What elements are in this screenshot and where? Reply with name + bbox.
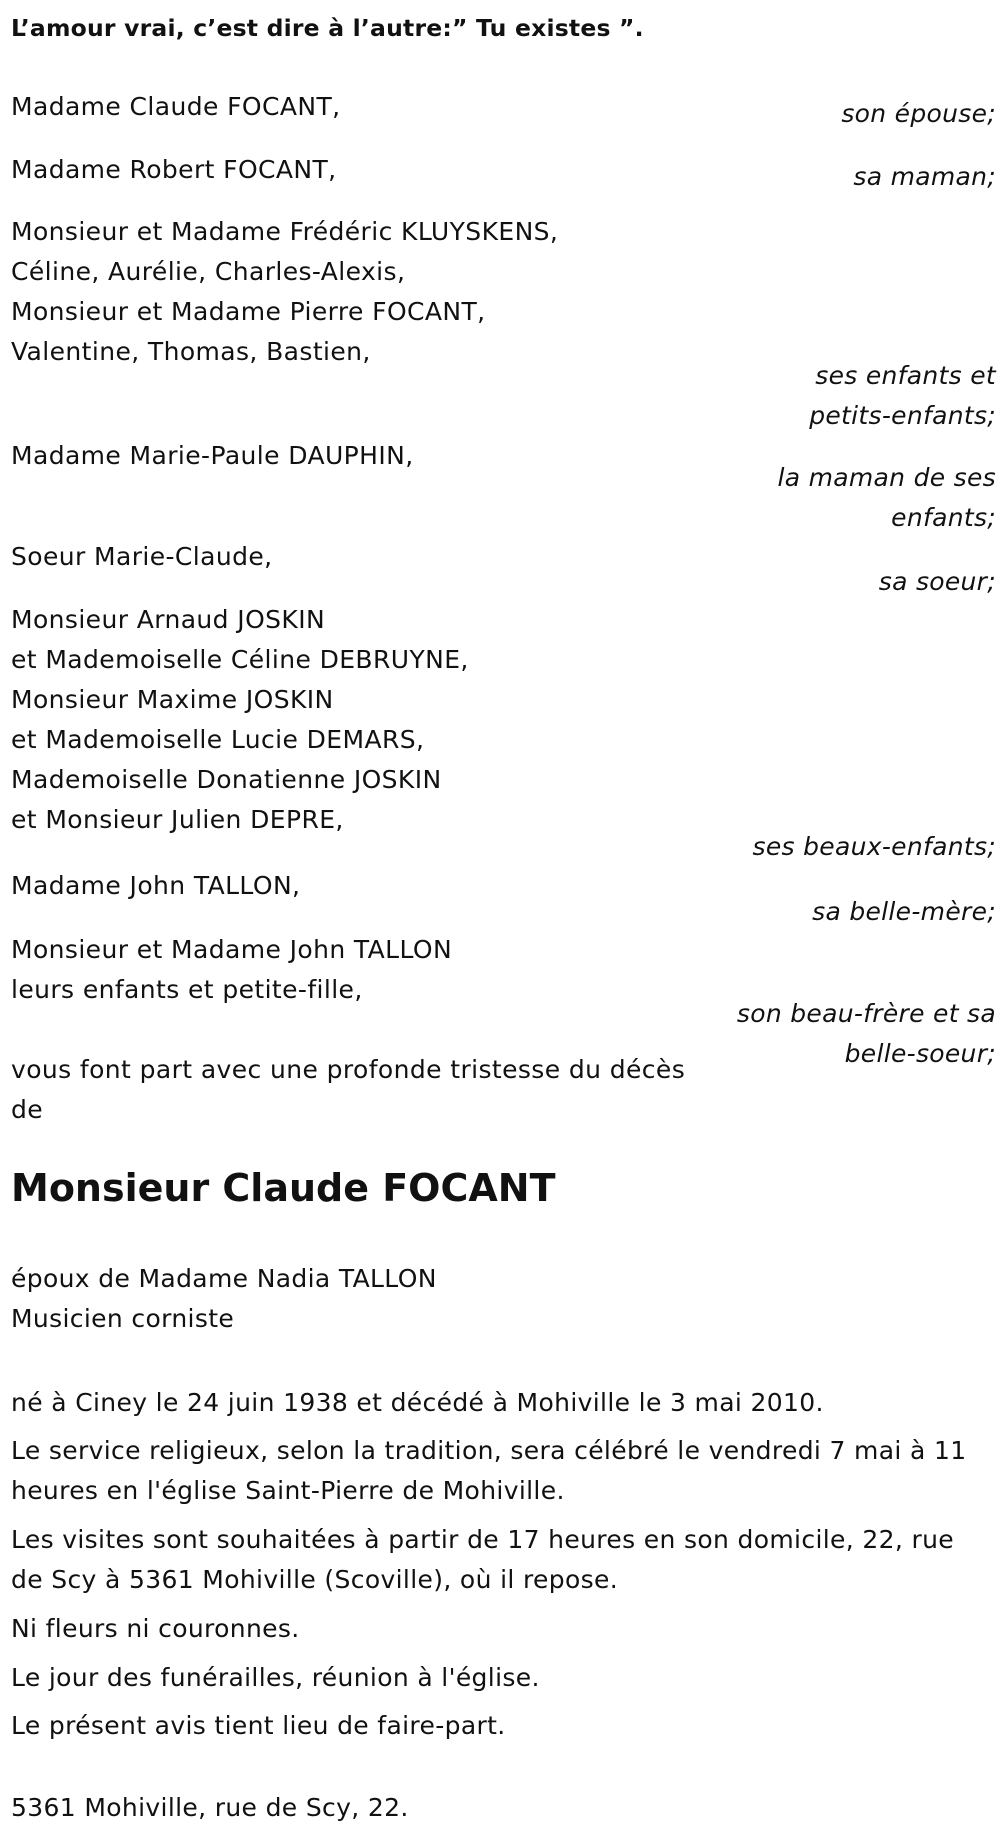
detail-line: Le jour des funérailles, réunion à l'église. [11,1663,540,1692]
family-name-line: Soeur Marie-Claude, [11,542,273,571]
relation-line: la maman de ses [777,463,996,492]
family-name-line: et Mademoiselle Céline DEBRUYNE, [11,645,469,674]
detail-meeting [11,1658,1000,1698]
family-name-line: Mademoiselle Donatienne JOSKIN [11,765,442,794]
family-names-spouse [11,87,611,127]
relation-children [696,356,996,436]
family-names-mother-in-law [11,866,611,906]
motto-heading: L’amour vrai, c’est dire à l’autre:” Tu existes ”. [11,14,644,42]
deceased-info-line: Musicien corniste [11,1304,235,1333]
relation-spouse [696,94,996,134]
detail-flowers [11,1609,1000,1649]
deceased-name: Monsieur Claude FOCANT [11,1166,556,1210]
detail-line: né à Ciney le 24 juin 1938 et décédé à Mohiville le 3 mai 2010. [11,1388,824,1417]
detail-service [11,1431,1000,1511]
family-names-children [11,212,611,372]
family-names-in-laws [11,930,611,1010]
relation-stepchildren [696,827,996,867]
family-name-line: Monsieur et Madame John TALLON [11,935,453,964]
relation-line: ses beaux-enfants; [752,832,996,861]
relation-line: sa maman; [853,162,996,191]
family-name-line: Madame John TALLON, [11,871,301,900]
deceased-info-line: époux de Madame Nadia TALLON [11,1264,437,1293]
family-names-mother [11,150,611,190]
relation-mother-in-law [696,892,996,932]
relation-sister [696,562,996,602]
announcement-line: vous font part avec une profonde tristesse du décès [11,1055,686,1084]
relation-children-mother [696,458,996,538]
family-name-line: Madame Robert FOCANT, [11,155,337,184]
deceased-info [11,1259,1000,1339]
family-name-line: Monsieur et Madame Frédéric KLUYSKENS, [11,217,559,246]
detail-birth-death [11,1383,1000,1423]
detail-line: Le présent avis tient lieu de faire-part. [11,1711,506,1740]
relation-line: son épouse; [841,99,996,128]
relation-line: ses enfants et [815,361,996,390]
family-name-line: Valentine, Thomas, Bastien, [11,337,371,366]
detail-notice [11,1706,1000,1746]
detail-line: de Scy à 5361 Mohiville (Scoville), où il repose. [11,1565,619,1594]
family-names-children-mother [11,436,611,476]
family-name-line: leurs enfants et petite-fille, [11,975,363,1004]
family-name-line: Monsieur et Madame Pierre FOCANT, [11,297,486,326]
detail-line: heures en l'église Saint-Pierre de Mohiville. [11,1476,565,1505]
family-name-line: Monsieur Maxime JOSKIN [11,685,334,714]
family-names-stepchildren [11,600,611,840]
family-name-line: Monsieur Arnaud JOSKIN [11,605,326,634]
relation-mother [696,157,996,197]
relation-line: sa belle-mère; [812,897,996,926]
family-name-line: Céline, Aurélie, Charles-Alexis, [11,257,406,286]
detail-visits [11,1520,1000,1600]
detail-line: Les visites sont souhaitées à partir de 17 heures en son domicile, 22, rue [11,1525,955,1554]
relation-line: sa soeur; [878,567,996,596]
relation-line: son beau-frère et sa [736,999,996,1028]
announcement-line: de [11,1095,44,1124]
family-name-line: Madame Claude FOCANT, [11,92,341,121]
family-name-line: et Monsieur Julien DEPRE, [11,805,344,834]
announcement-text [11,1050,731,1130]
detail-line: Le service religieux, selon la tradition, sera célébré le vendredi 7 mai à 11 [11,1436,967,1465]
family-names-sister [11,537,611,577]
family-name-line: Madame Marie-Paule DAUPHIN, [11,441,414,470]
relation-line: enfants; [891,503,996,532]
family-name-line: et Mademoiselle Lucie DEMARS, [11,725,425,754]
relation-line: petits-enfants; [809,401,996,430]
relation-line: belle-soeur; [844,1039,996,1068]
address: 5361 Mohiville, rue de Scy, 22. [11,1793,409,1822]
detail-line: Ni fleurs ni couronnes. [11,1614,300,1643]
